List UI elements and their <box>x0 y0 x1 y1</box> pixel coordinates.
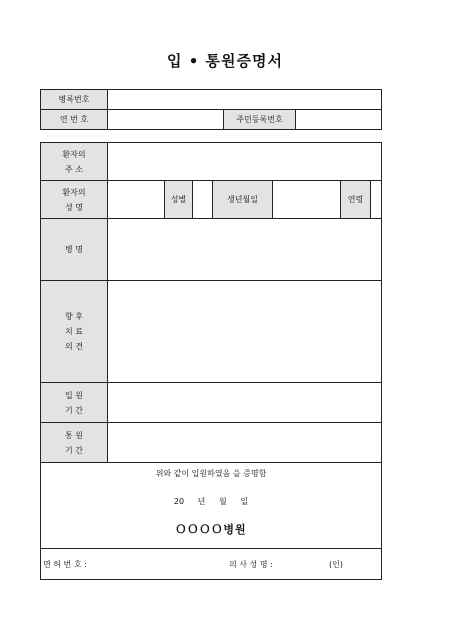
resident-number-label: 주민등록번호 <box>224 110 296 130</box>
treatment-opinion-field[interactable] <box>108 281 382 383</box>
issue-date: 20 년 월 일 <box>173 497 249 506</box>
patient-name-label: 환자의 성 명 <box>41 181 108 219</box>
sex-label: 성별 <box>165 181 193 219</box>
certify-statement: 위와 같이 입원하였음 을 증명함 <box>155 469 267 478</box>
serial-number-label: 연 번 호 <box>41 110 108 130</box>
patient-name-field[interactable] <box>108 181 165 219</box>
outpatient-period-label: 통 원 기 간 <box>41 423 108 463</box>
disease-label: 병 명 <box>41 219 108 281</box>
outpatient-period-field[interactable] <box>108 423 382 463</box>
chart-number-field[interactable] <box>108 90 382 110</box>
chart-number-label: 병록번호 <box>41 90 108 110</box>
admission-period-label: 입 원 기 간 <box>41 383 108 423</box>
sex-field[interactable] <box>193 181 213 219</box>
hospital-name: ＯＯＯＯ병원 <box>175 523 247 536</box>
age-field[interactable] <box>371 181 382 219</box>
license-number-label: 면 허 번 호 : <box>43 560 87 569</box>
admission-period-field[interactable] <box>108 383 382 423</box>
signature-row <box>41 549 382 580</box>
address-label: 환자의 주 소 <box>41 143 108 181</box>
header-table <box>40 89 382 130</box>
disease-field[interactable] <box>108 219 382 281</box>
birth-date-label: 생년월일 <box>213 181 273 219</box>
certification-block <box>41 463 382 549</box>
doctor-name-label: 의 사 성 명 : <box>229 560 273 569</box>
document-title: 입 • 통원증명서 <box>167 52 283 70</box>
resident-number-field[interactable] <box>296 110 382 130</box>
address-field[interactable] <box>108 143 382 181</box>
serial-number-field[interactable] <box>108 110 224 130</box>
birth-date-field[interactable] <box>273 181 341 219</box>
treatment-opinion-label: 향 후 치 료 의 견 <box>41 281 108 383</box>
certificate-table <box>40 142 382 580</box>
seal-mark: (인) <box>329 560 343 569</box>
age-label: 연령 <box>341 181 371 219</box>
